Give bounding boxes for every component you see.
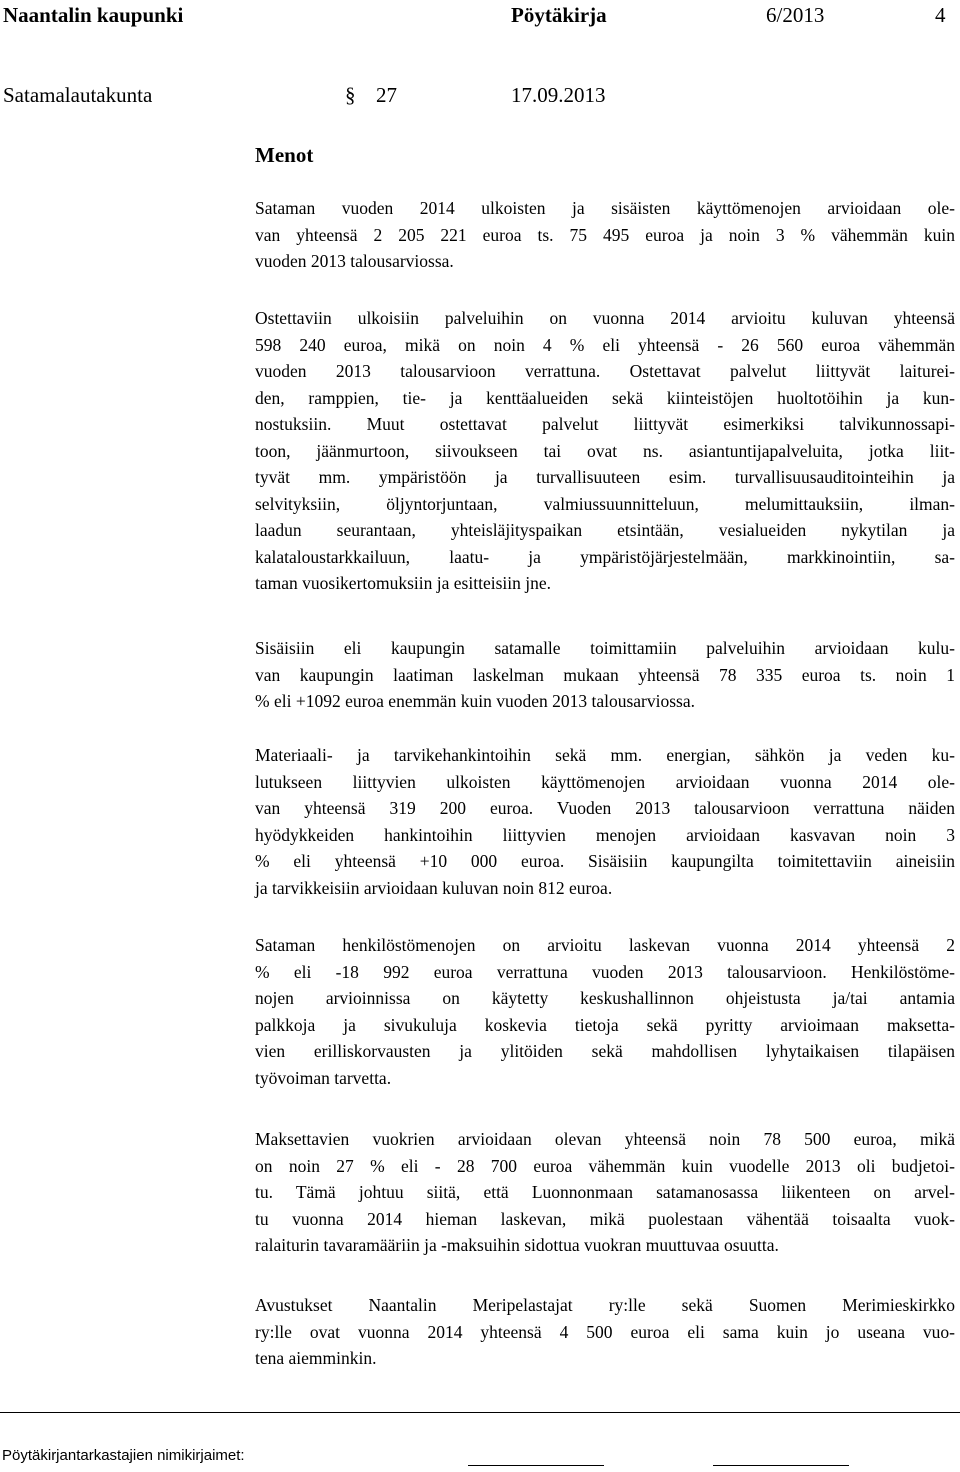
paragraph-line: 598 240 euroa, mikä on noin 4 % eli yhteensä - 26 560 euroa vähemmän <box>255 334 955 355</box>
paragraph-line: ralaiturin tavaramääriin ja -maksuihin sidottua vuokran muuttuvaa osuutta. <box>255 1235 779 1255</box>
header-committee: Satamalautakunta <box>3 83 153 107</box>
paragraph-line: Avustukset Naantalin Meripelastajat ry:lle sekä Suomen Merimieskirkko <box>255 1295 955 1315</box>
signature-line-1 <box>468 1465 604 1466</box>
paragraph-3 <box>255 635 955 715</box>
paragraph-line: vien erilliskorvausten ja ylitöiden sekä mahdollisen lyhytaikaisen tilapäisen <box>255 1041 955 1061</box>
header-section-mark: § <box>345 83 356 107</box>
paragraph-line: vuoden 2013 talousarvioon verrattuna. Ostettavat palvelut liittyvät laiturei- <box>255 361 955 381</box>
section-heading: Menot <box>255 143 314 167</box>
paragraph-line: nostuksiin. Muut ostettavat palvelut liittyvät esimerkiksi talvikunnossapi- <box>255 414 955 434</box>
paragraph-line: Maksettavien vuokrien arvioidaan olevan yhteensä noin 78 500 euroa, mikä <box>255 1129 955 1149</box>
footer-rule <box>0 1412 960 1413</box>
paragraph-line: % eli -18 992 euroa verrattuna vuoden 2013 talousarvioon. Henkilöstöme- <box>255 961 955 982</box>
paragraph-line: tena aiemminkin. <box>255 1348 377 1368</box>
paragraph-line: van kaupungin laatiman laskelman mukaan yhteensä 78 335 euroa ts. noin 1 <box>255 664 955 685</box>
paragraph-line: tu vuonna 2014 hieman laskevan, mikä puolestaan vähentää toisaalta vuok- <box>255 1208 955 1229</box>
paragraph-line: tyvät mm. ympäristöön ja turvallisuuteen esim. turvallisuusauditointeihin ja <box>255 467 955 487</box>
paragraph-line: toon, jäänmurtoon, siivoukseen tai ovat ns. asiantuntijapalveluita, jotka liit- <box>255 440 955 461</box>
paragraph-line: Sataman henkilöstömenojen on arvioitu laskevan vuonna 2014 yhteensä 2 <box>255 935 955 955</box>
paragraph-line: palkkoja ja sivukuluja koskevia tietoja sekä pyritty arvioimaan maksetta- <box>255 1014 955 1035</box>
paragraph-line: % eli yhteensä +10 000 euroa. Sisäisiin kaupungilta toimitettaviin aineisiin <box>255 851 955 871</box>
paragraph-1 <box>255 195 955 275</box>
paragraph-line: ja tarvikkeisiin arvioidaan kuluvan noin 812 euroa. <box>255 877 613 898</box>
paragraph-2 <box>255 305 955 597</box>
paragraph-line: den, ramppien, tie- ja kenttäalueiden sekä kiinteistöjen huoltotöihin ja kun- <box>255 387 955 408</box>
header-doc-type: Pöytäkirja <box>511 3 607 27</box>
paragraph-5 <box>255 932 955 1091</box>
paragraph-line: on noin 27 % eli - 28 700 euroa vähemmän kuin vuodelle 2013 oli budjetoi- <box>255 1155 955 1176</box>
paragraph-6 <box>255 1126 955 1259</box>
header-date: 17.09.2013 <box>511 83 606 107</box>
paragraph-line: tu. Tämä johtuu siitä, että Luonnonmaan satamanosassa liikenteen on arvel- <box>255 1182 955 1202</box>
paragraph-line: kalataloustarkkailuun, laatu- ja ympäristöjärjestelmään, markkinointiin, sa- <box>255 546 955 567</box>
paragraph-line: lutukseen liittyvien ulkoisten käyttömenojen arvioidaan vuonna 2014 ole- <box>255 771 955 792</box>
header-city: Naantalin kaupunki <box>3 3 184 27</box>
paragraph-line: hyödykkeiden hankintoihin liittyvien menojen arvioidaan kasvavan noin 3 <box>255 824 955 845</box>
paragraph-line: Sataman vuoden 2014 ulkoisten ja sisäisten käyttömenojen arvioidaan ole- <box>255 198 955 218</box>
paragraph-line: taman vuosikertomuksiin ja esitteisiin jne. <box>255 573 551 593</box>
paragraph-line: laadun seurantaan, yhteisläjityspaikan etsintään, vesialueiden nykytilan ja <box>255 520 955 540</box>
paragraph-7 <box>255 1292 955 1372</box>
paragraph-line: nojen arvioinnissa on käytetty keskushallinnon ohjeistusta ja/tai antamia <box>255 988 955 1008</box>
header-section-number: 27 <box>376 83 397 107</box>
paragraph-line: työvoiman tarvetta. <box>255 1067 392 1088</box>
paragraph-line: vuoden 2013 talousarviossa. <box>255 251 454 271</box>
paragraph-4 <box>255 742 955 901</box>
paragraph-line: ry:lle ovat vuonna 2014 yhteensä 4 500 euroa eli sama kuin jo useana vuo- <box>255 1321 955 1342</box>
paragraph-line: Materiaali- ja tarvikehankintoihin sekä mm. energian, sähkön ja veden ku- <box>255 745 955 765</box>
paragraph-line: Sisäisiin eli kaupungin satamalle toimittamiin palveluihin arvioidaan kulu- <box>255 638 955 658</box>
paragraph-line: selvityksiin, öljyntorjuntaan, valmiussuunnitteluun, melumittauksiin, ilman- <box>255 493 955 514</box>
paragraph-line: van yhteensä 2 205 221 euroa ts. 75 495 euroa ja noin 3 % vähemmän kuin <box>255 224 955 245</box>
paragraph-line: Ostettaviin ulkoisiin palveluihin on vuonna 2014 arvioitu kuluvan yhteensä <box>255 308 955 328</box>
header-page-number: 4 <box>935 3 946 27</box>
paragraph-line: van yhteensä 319 200 euroa. Vuoden 2013 talousarvioon verrattuna näiden <box>255 798 955 818</box>
header-doc-number: 6/2013 <box>766 3 825 27</box>
signature-label: Pöytäkirjantarkastajien nimikirjaimet: <box>2 1447 245 1464</box>
signature-line-2 <box>713 1465 849 1466</box>
paragraph-line: % eli +1092 euroa enemmän kuin vuoden 2013 talousarviossa. <box>255 691 695 711</box>
